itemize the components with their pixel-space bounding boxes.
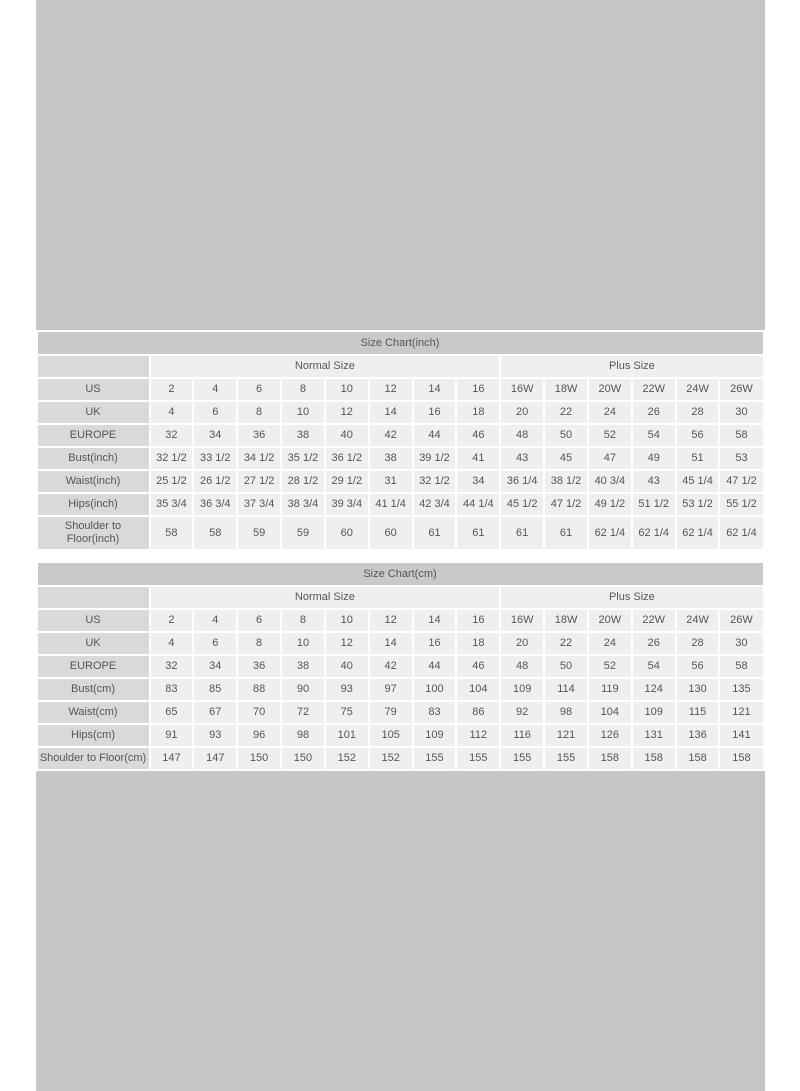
size-value-cell: 10 — [282, 633, 324, 654]
size-row — [38, 425, 763, 446]
size-value-cell: 35 1/2 — [282, 448, 324, 469]
size-value-cell: 104 — [589, 702, 631, 723]
image-placeholder-bottom — [36, 771, 765, 1091]
size-value-cell: 158 — [589, 748, 631, 769]
row-label: Shoulder to Floor(cm) — [38, 748, 149, 769]
size-value-cell: 48 — [501, 425, 543, 446]
size-value-cell: 6 — [238, 379, 280, 400]
size-value-cell: 16 — [457, 610, 499, 631]
size-value-cell: 93 — [326, 679, 368, 700]
title-row — [38, 332, 763, 354]
row-label: US — [38, 379, 149, 400]
size-value-cell: 22 — [545, 402, 587, 423]
size-value-cell: 36 1/2 — [326, 448, 368, 469]
size-value-cell: 97 — [370, 679, 412, 700]
column-group-header: Normal Size — [151, 587, 500, 608]
size-value-cell: 6 — [194, 402, 236, 423]
size-row — [38, 517, 763, 549]
size-value-cell: 155 — [545, 748, 587, 769]
size-value-cell: 22W — [633, 379, 675, 400]
row-label: Waist(inch) — [38, 471, 149, 492]
size-value-cell: 24 — [589, 633, 631, 654]
size-value-cell: 34 — [194, 425, 236, 446]
size-row — [38, 471, 763, 492]
size-value-cell: 22 — [545, 633, 587, 654]
corner-cell — [38, 587, 149, 608]
size-value-cell: 8 — [238, 402, 280, 423]
size-value-cell: 46 — [457, 656, 499, 677]
size-value-cell: 42 — [370, 656, 412, 677]
size-value-cell: 38 — [282, 656, 324, 677]
size-value-cell: 38 — [370, 448, 412, 469]
corner-cell — [38, 356, 149, 377]
size-value-cell: 51 — [677, 448, 719, 469]
size-value-cell: 70 — [238, 702, 280, 723]
size-value-cell: 26W — [720, 610, 762, 631]
size-row — [38, 494, 763, 515]
row-label: Hips(cm) — [38, 725, 149, 746]
size-value-cell: 34 — [194, 656, 236, 677]
size-value-cell: 18W — [545, 379, 587, 400]
size-row — [38, 448, 763, 469]
size-value-cell: 12 — [370, 379, 412, 400]
size-value-cell: 8 — [282, 610, 324, 631]
size-value-cell: 52 — [589, 425, 631, 446]
size-value-cell: 16W — [501, 610, 543, 631]
size-row — [38, 379, 763, 400]
column-group-header: Normal Size — [151, 356, 500, 377]
size-value-cell: 100 — [414, 679, 456, 700]
size-value-cell: 10 — [282, 402, 324, 423]
size-value-cell: 20 — [501, 633, 543, 654]
size-value-cell: 32 — [151, 656, 193, 677]
size-value-cell: 158 — [720, 748, 762, 769]
size-value-cell: 55 1/2 — [720, 494, 762, 515]
size-value-cell: 2 — [151, 379, 193, 400]
size-value-cell: 51 1/2 — [633, 494, 675, 515]
size-value-cell: 152 — [370, 748, 412, 769]
size-value-cell: 88 — [238, 679, 280, 700]
row-label: UK — [38, 402, 149, 423]
size-row — [38, 656, 763, 677]
size-value-cell: 155 — [414, 748, 456, 769]
size-value-cell: 26 1/2 — [194, 471, 236, 492]
size-value-cell: 101 — [326, 725, 368, 746]
size-value-cell: 14 — [414, 610, 456, 631]
size-value-cell: 53 1/2 — [677, 494, 719, 515]
size-value-cell: 121 — [545, 725, 587, 746]
size-value-cell: 124 — [633, 679, 675, 700]
size-value-cell: 131 — [633, 725, 675, 746]
size-value-cell: 25 1/2 — [151, 471, 193, 492]
size-value-cell: 136 — [677, 725, 719, 746]
size-value-cell: 98 — [545, 702, 587, 723]
size-value-cell: 91 — [151, 725, 193, 746]
size-value-cell: 61 — [545, 517, 587, 549]
size-row — [38, 725, 763, 746]
size-value-cell: 62 1/4 — [677, 517, 719, 549]
size-value-cell: 32 1/2 — [151, 448, 193, 469]
size-value-cell: 49 — [633, 448, 675, 469]
size-value-cell: 26W — [720, 379, 762, 400]
size-value-cell: 50 — [545, 425, 587, 446]
size-value-cell: 4 — [151, 402, 193, 423]
size-chart-panel — [36, 330, 765, 771]
size-value-cell: 65 — [151, 702, 193, 723]
size-value-cell: 20 — [501, 402, 543, 423]
size-value-cell: 135 — [720, 679, 762, 700]
size-value-cell: 83 — [414, 702, 456, 723]
size-row — [38, 748, 763, 769]
size-value-cell: 31 — [370, 471, 412, 492]
row-label: Hips(inch) — [38, 494, 149, 515]
size-value-cell: 83 — [151, 679, 193, 700]
size-row — [38, 610, 763, 631]
row-label: UK — [38, 633, 149, 654]
size-value-cell: 104 — [457, 679, 499, 700]
size-value-cell: 93 — [194, 725, 236, 746]
size-value-cell: 58 — [720, 425, 762, 446]
size-value-cell: 45 1/4 — [677, 471, 719, 492]
size-value-cell: 155 — [457, 748, 499, 769]
column-group-header: Plus Size — [501, 356, 762, 377]
size-value-cell: 34 — [457, 471, 499, 492]
size-value-cell: 109 — [501, 679, 543, 700]
size-value-cell: 28 — [677, 633, 719, 654]
size-value-cell: 18W — [545, 610, 587, 631]
row-label: Waist(cm) — [38, 702, 149, 723]
size-chart-table-cm — [36, 561, 765, 771]
size-value-cell: 59 — [282, 517, 324, 549]
group-header-row — [38, 587, 763, 608]
title-row — [38, 563, 763, 585]
size-value-cell: 43 — [501, 448, 543, 469]
size-value-cell: 40 3/4 — [589, 471, 631, 492]
size-value-cell: 36 — [238, 425, 280, 446]
size-value-cell: 40 — [326, 425, 368, 446]
size-value-cell: 14 — [370, 402, 412, 423]
size-value-cell: 147 — [194, 748, 236, 769]
size-value-cell: 114 — [545, 679, 587, 700]
size-value-cell: 52 — [589, 656, 631, 677]
size-value-cell: 22W — [633, 610, 675, 631]
size-value-cell: 24W — [677, 379, 719, 400]
size-value-cell: 44 — [414, 425, 456, 446]
size-value-cell: 47 1/2 — [720, 471, 762, 492]
size-value-cell: 10 — [326, 379, 368, 400]
size-value-cell: 112 — [457, 725, 499, 746]
size-value-cell: 12 — [326, 402, 368, 423]
size-value-cell: 42 3/4 — [414, 494, 456, 515]
size-value-cell: 37 3/4 — [238, 494, 280, 515]
size-value-cell: 42 — [370, 425, 412, 446]
size-value-cell: 126 — [589, 725, 631, 746]
size-value-cell: 27 1/2 — [238, 471, 280, 492]
size-value-cell: 20W — [589, 610, 631, 631]
size-value-cell: 79 — [370, 702, 412, 723]
size-value-cell: 16W — [501, 379, 543, 400]
size-value-cell: 16 — [457, 379, 499, 400]
row-label: EUROPE — [38, 425, 149, 446]
size-value-cell: 47 1/2 — [545, 494, 587, 515]
size-value-cell: 62 1/4 — [720, 517, 762, 549]
size-value-cell: 41 1/4 — [370, 494, 412, 515]
size-value-cell: 60 — [370, 517, 412, 549]
size-value-cell: 28 — [677, 402, 719, 423]
size-value-cell: 26 — [633, 402, 675, 423]
size-value-cell: 4 — [151, 633, 193, 654]
size-value-cell: 56 — [677, 425, 719, 446]
size-value-cell: 72 — [282, 702, 324, 723]
row-label: Bust(inch) — [38, 448, 149, 469]
size-value-cell: 96 — [238, 725, 280, 746]
size-value-cell: 30 — [720, 402, 762, 423]
size-value-cell: 62 1/4 — [589, 517, 631, 549]
size-value-cell: 46 — [457, 425, 499, 446]
size-value-cell: 20W — [589, 379, 631, 400]
size-value-cell: 60 — [326, 517, 368, 549]
size-value-cell: 16 — [414, 402, 456, 423]
size-value-cell: 32 1/2 — [414, 471, 456, 492]
size-value-cell: 116 — [501, 725, 543, 746]
size-value-cell: 44 1/4 — [457, 494, 499, 515]
size-value-cell: 16 — [414, 633, 456, 654]
size-value-cell: 36 3/4 — [194, 494, 236, 515]
size-value-cell: 29 1/2 — [326, 471, 368, 492]
size-value-cell: 105 — [370, 725, 412, 746]
size-value-cell: 12 — [326, 633, 368, 654]
size-value-cell: 32 — [151, 425, 193, 446]
size-value-cell: 147 — [151, 748, 193, 769]
size-value-cell: 18 — [457, 402, 499, 423]
size-value-cell: 38 1/2 — [545, 471, 587, 492]
size-value-cell: 40 — [326, 656, 368, 677]
group-header-row — [38, 356, 763, 377]
size-value-cell: 33 1/2 — [194, 448, 236, 469]
size-value-cell: 45 — [545, 448, 587, 469]
size-value-cell: 24 — [589, 402, 631, 423]
size-value-cell: 8 — [282, 379, 324, 400]
size-value-cell: 14 — [370, 633, 412, 654]
content-column — [36, 0, 765, 1091]
size-value-cell: 36 — [238, 656, 280, 677]
size-value-cell: 67 — [194, 702, 236, 723]
image-placeholder-top — [36, 0, 765, 330]
table-title: Size Chart(cm) — [38, 563, 763, 585]
size-value-cell: 45 1/2 — [501, 494, 543, 515]
size-value-cell: 28 1/2 — [282, 471, 324, 492]
size-value-cell: 6 — [238, 610, 280, 631]
size-value-cell: 115 — [677, 702, 719, 723]
size-value-cell: 58 — [194, 517, 236, 549]
size-value-cell: 35 3/4 — [151, 494, 193, 515]
row-label: Bust(cm) — [38, 679, 149, 700]
size-value-cell: 59 — [238, 517, 280, 549]
size-row — [38, 402, 763, 423]
size-value-cell: 30 — [720, 633, 762, 654]
row-label: US — [38, 610, 149, 631]
column-group-header: Plus Size — [501, 587, 762, 608]
size-value-cell: 62 1/4 — [633, 517, 675, 549]
size-value-cell: 130 — [677, 679, 719, 700]
size-value-cell: 53 — [720, 448, 762, 469]
size-row — [38, 679, 763, 700]
size-row — [38, 702, 763, 723]
size-value-cell: 86 — [457, 702, 499, 723]
size-value-cell: 34 1/2 — [238, 448, 280, 469]
size-value-cell: 54 — [633, 656, 675, 677]
size-value-cell: 47 — [589, 448, 631, 469]
table-title: Size Chart(inch) — [38, 332, 763, 354]
size-value-cell: 8 — [238, 633, 280, 654]
row-label: Shoulder to Floor(inch) — [38, 517, 149, 549]
size-value-cell: 41 — [457, 448, 499, 469]
size-value-cell: 92 — [501, 702, 543, 723]
size-value-cell: 26 — [633, 633, 675, 654]
size-value-cell: 155 — [501, 748, 543, 769]
size-value-cell: 36 1/4 — [501, 471, 543, 492]
size-value-cell: 119 — [589, 679, 631, 700]
size-value-cell: 61 — [501, 517, 543, 549]
size-value-cell: 121 — [720, 702, 762, 723]
size-value-cell: 10 — [326, 610, 368, 631]
size-value-cell: 24W — [677, 610, 719, 631]
size-value-cell: 90 — [282, 679, 324, 700]
row-label: EUROPE — [38, 656, 149, 677]
size-value-cell: 61 — [414, 517, 456, 549]
size-value-cell: 2 — [151, 610, 193, 631]
size-chart-table-inch — [36, 330, 765, 551]
size-value-cell: 49 1/2 — [589, 494, 631, 515]
size-value-cell: 12 — [370, 610, 412, 631]
size-value-cell: 39 1/2 — [414, 448, 456, 469]
size-value-cell: 48 — [501, 656, 543, 677]
size-value-cell: 4 — [194, 379, 236, 400]
size-value-cell: 150 — [238, 748, 280, 769]
size-value-cell: 44 — [414, 656, 456, 677]
size-value-cell: 75 — [326, 702, 368, 723]
size-value-cell: 61 — [457, 517, 499, 549]
size-value-cell: 43 — [633, 471, 675, 492]
size-value-cell: 56 — [677, 656, 719, 677]
size-value-cell: 54 — [633, 425, 675, 446]
size-value-cell: 158 — [633, 748, 675, 769]
size-value-cell: 58 — [720, 656, 762, 677]
size-value-cell: 150 — [282, 748, 324, 769]
size-value-cell: 18 — [457, 633, 499, 654]
size-value-cell: 50 — [545, 656, 587, 677]
size-value-cell: 38 3/4 — [282, 494, 324, 515]
size-value-cell: 4 — [194, 610, 236, 631]
size-row — [38, 633, 763, 654]
size-value-cell: 14 — [414, 379, 456, 400]
size-value-cell: 152 — [326, 748, 368, 769]
size-value-cell: 98 — [282, 725, 324, 746]
size-value-cell: 158 — [677, 748, 719, 769]
size-value-cell: 6 — [194, 633, 236, 654]
size-value-cell: 58 — [151, 517, 193, 549]
size-value-cell: 39 3/4 — [326, 494, 368, 515]
size-value-cell: 109 — [633, 702, 675, 723]
size-value-cell: 141 — [720, 725, 762, 746]
size-value-cell: 109 — [414, 725, 456, 746]
size-value-cell: 38 — [282, 425, 324, 446]
size-value-cell: 85 — [194, 679, 236, 700]
